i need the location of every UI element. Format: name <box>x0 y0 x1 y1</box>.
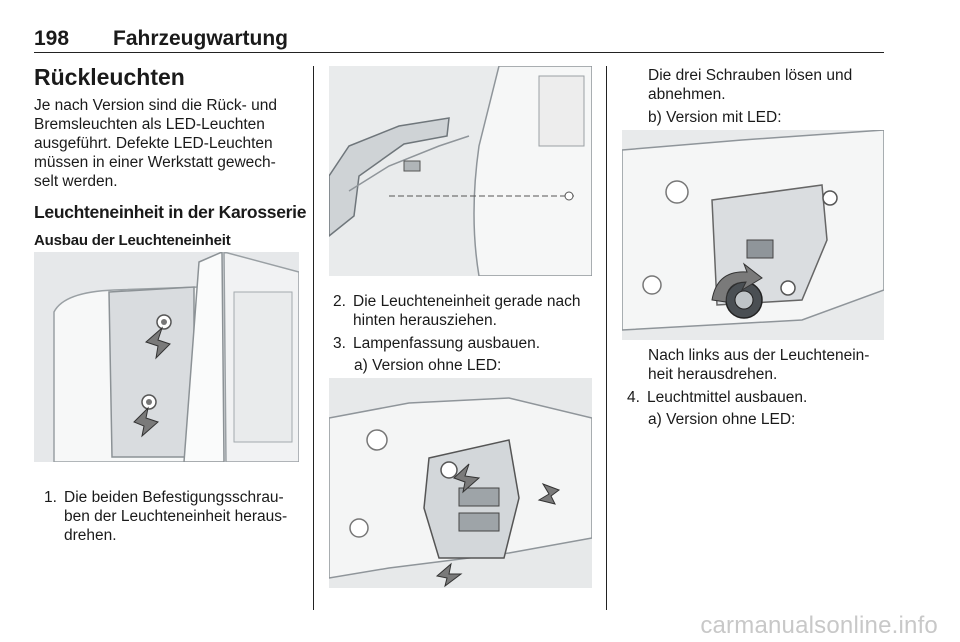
step-4-text: Leuchtmittel ausbauen. <box>647 389 808 406</box>
step-2-number: 2. <box>333 293 346 310</box>
step-3-text: Lampenfassung ausbauen. <box>353 335 541 352</box>
figure-light-unit-removed <box>329 66 592 276</box>
figure-screws-on-body <box>34 252 299 462</box>
column-divider-1 <box>313 66 314 610</box>
column-divider-2 <box>606 66 607 610</box>
section-title: Rückleuchten <box>34 64 185 90</box>
sub-subsection-title: Ausbau der Leuchteneinheit <box>34 232 231 249</box>
illustration-light-unit <box>329 66 592 276</box>
step-2 <box>333 292 595 332</box>
page-number: 198 <box>34 27 70 50</box>
step-2-text: Die Leuchteneinheit gerade nach hinten herausziehen. <box>353 293 581 329</box>
footer-watermark: carmanualsonline.info <box>700 612 938 639</box>
chapter-title: Fahrzeugwartung <box>113 27 289 50</box>
figure-socket-without-led <box>329 378 592 588</box>
instruction-turn-left: Nach links aus der Leuchtenein-heit herausdrehen. <box>648 347 870 383</box>
instruction-remove-screws: Die drei Schrauben lösen und abnehmen. <box>648 67 853 103</box>
step-1-number: 1. <box>44 489 57 506</box>
variant-b-label: b) Version mit LED: <box>648 109 782 126</box>
step-3-number: 3. <box>333 335 346 352</box>
illustration-socket-led <box>622 130 884 340</box>
figure-socket-with-led <box>622 130 884 340</box>
step-4-variant-a: a) Version ohne LED: <box>648 411 796 428</box>
illustration-socket-no-led <box>329 378 592 588</box>
intro-paragraph: Je nach Version sind die Rück- und Bremsleuchten als LED-Leuchten ausgeführt. Defekte LED-Leuchten müssen in einer Werkstatt gewech-selt werden. <box>34 97 277 190</box>
header-rule <box>34 52 884 53</box>
step-1-text: Die beiden Befestigungsschrau-ben der Leuchteneinheit heraus-drehen. <box>64 489 288 544</box>
step-1 <box>44 488 302 548</box>
subsection-title: Leuchteneinheit in der Karosserie <box>34 202 307 222</box>
step-3 <box>333 334 595 354</box>
illustration-body-screws <box>34 252 299 462</box>
step-4 <box>627 388 884 408</box>
step-3-variant-a: a) Version ohne LED: <box>354 357 502 374</box>
step-4-number: 4. <box>627 389 640 406</box>
